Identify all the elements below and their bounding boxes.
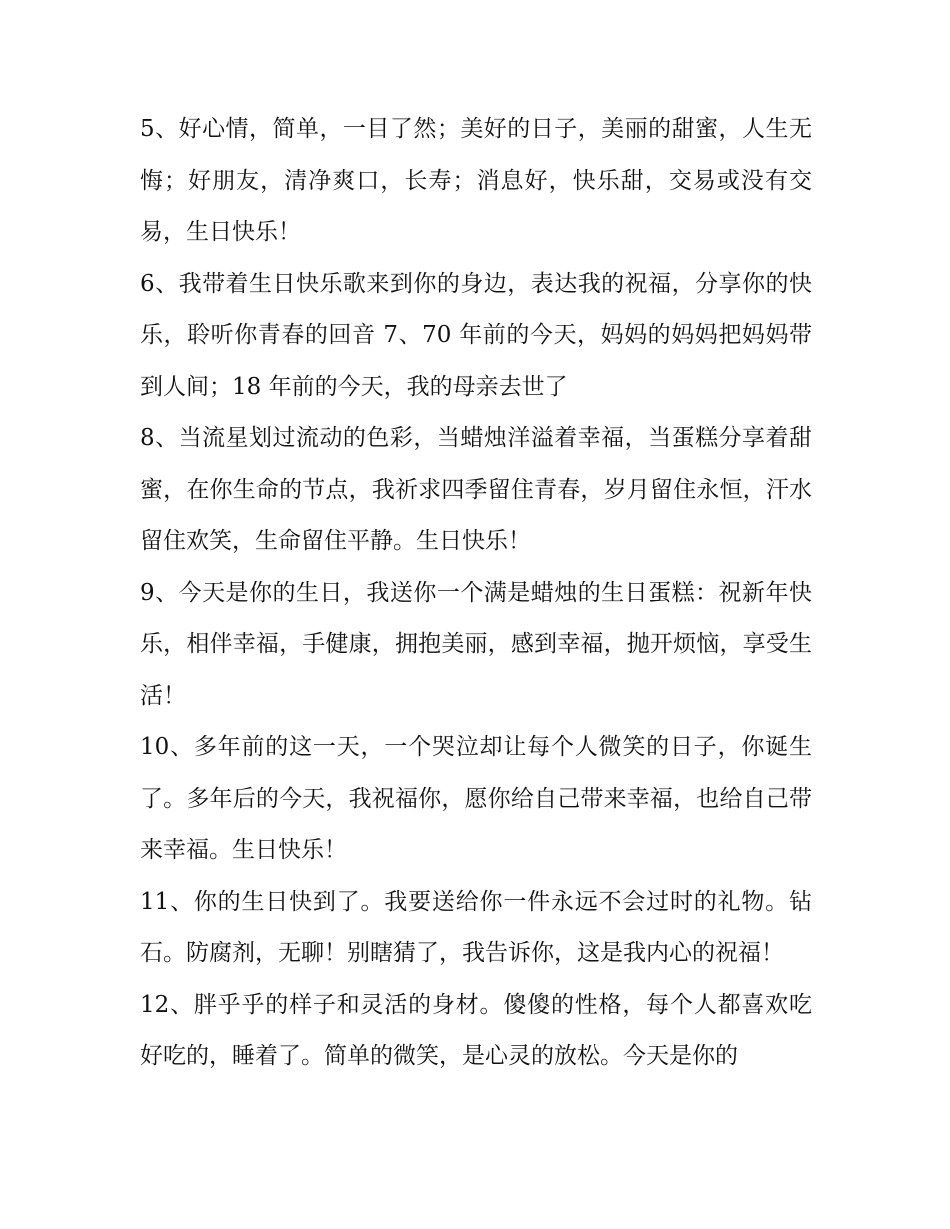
paragraph-5: 5、好心情，简单，一目了然；美好的日子，美丽的甜蜜，人生无悔；好朋友，清净爽口，长寿；消息好，快乐甜，交易或没有交易，生日快乐！ xyxy=(140,116,812,245)
paragraph-6: 6、我带着生日快乐歌来到你的身边，表达我的祝福，分享你的快乐，聆听你青春的回音 7、70 年前的今天，妈妈的妈妈把妈妈带到人间；18 年前的今天，我的母亲去世了 xyxy=(140,270,812,400)
paragraph-8: 8、当流星划过流动的色彩，当蜡烛洋溢着幸福，当蛋糕分享着甜蜜，在你生命的节点，我祈求四季留住青春，岁月留住永恒，汗水留住欢笑，生命留住平静。生日快乐！ xyxy=(140,425,812,554)
paragraph-12: 12、胖乎乎的样子和灵活的身材。傻傻的性格，每个人都喜欢吃好吃的，睡着了。简单的微笑，是心灵的放松。今天是你的 xyxy=(140,991,812,1069)
paragraph-11: 11、你的生日快到了。我要送给你一件永远不会过时的礼物。钻石。防腐剂，无聊！别瞎猜了，我告诉你，这是我内心的祝福！ xyxy=(140,888,812,966)
document-body xyxy=(140,104,812,1083)
paragraph-10: 10、多年前的这一天，一个哭泣却让每个人微笑的日子，你诞生了。多年后的今天，我祝福你，愿你给自己带来幸福，也给自己带来幸福。生日快乐！ xyxy=(140,734,812,863)
paragraph-9: 9、今天是你的生日，我送你一个满是蜡烛的生日蛋糕：祝新年快乐，相伴幸福，手健康，拥抱美丽，感到幸福，抛开烦恼，享受生活！ xyxy=(140,579,812,709)
